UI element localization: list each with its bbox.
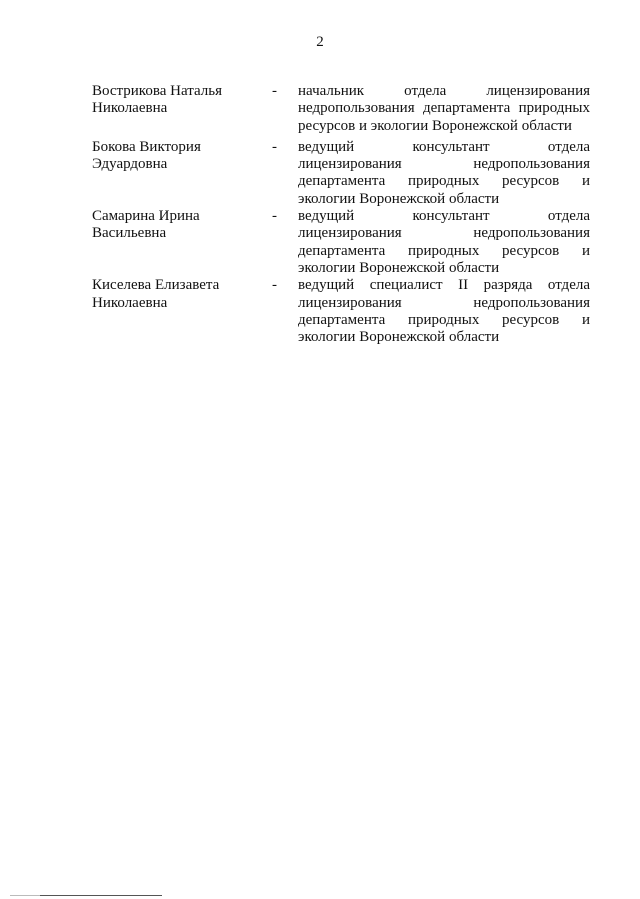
list-item bbox=[92, 208, 590, 277]
member-name-line: Вострикова Наталья bbox=[92, 83, 222, 99]
list-item bbox=[92, 277, 590, 346]
footer-divider-faint bbox=[10, 895, 40, 896]
member-position bbox=[298, 139, 590, 208]
member-name bbox=[92, 277, 272, 312]
member-position-line: экологии Воронежской области bbox=[298, 259, 500, 276]
list-item bbox=[92, 83, 590, 135]
member-position bbox=[298, 208, 590, 277]
member-position-line: экологии Воронежской области bbox=[298, 329, 500, 346]
member-position-line: ведущий специалист II разряда отдела bbox=[298, 277, 590, 294]
member-name bbox=[92, 208, 272, 243]
list-item bbox=[92, 139, 590, 208]
member-position-line: ведущий консультант отдела bbox=[298, 138, 590, 155]
member-name-line: Эдуардовна bbox=[92, 156, 168, 173]
member-position bbox=[298, 83, 590, 135]
member-name-line: Николаевна bbox=[92, 294, 168, 311]
member-dash: - bbox=[272, 208, 277, 225]
member-name-line: Васильевна bbox=[92, 225, 167, 242]
member-name-line: Николаевна bbox=[92, 100, 168, 117]
member-position-line: ведущий консультант отдела bbox=[298, 208, 590, 225]
member-position-line: недропользования департамента природных bbox=[298, 100, 590, 117]
member-name bbox=[92, 83, 272, 118]
member-position-line: лицензирования недропользования bbox=[298, 294, 590, 311]
member-dash: - bbox=[272, 83, 277, 99]
member-dash: - bbox=[272, 277, 277, 294]
member-position-line: лицензирования недропользования bbox=[298, 156, 590, 173]
member-name-line: Бокова Виктория bbox=[92, 138, 201, 155]
member-position-line: ресурсов и экологии Воронежской области bbox=[298, 117, 572, 134]
footer-divider bbox=[40, 895, 162, 896]
member-name-line: Киселева Елизавета bbox=[92, 277, 220, 294]
member-position-line: департамента природных ресурсов и bbox=[298, 242, 590, 259]
member-dash: - bbox=[272, 138, 277, 155]
member-position-line: департамента природных ресурсов и bbox=[298, 173, 590, 190]
member-name-line: Самарина Ирина bbox=[92, 208, 200, 225]
member-list bbox=[92, 83, 590, 346]
member-position-line: начальник отдела лицензирования bbox=[298, 83, 590, 99]
member-position bbox=[298, 277, 590, 346]
member-name bbox=[92, 139, 272, 174]
member-position-line: лицензирования недропользования bbox=[298, 225, 590, 242]
member-position-line: экологии Воронежской области bbox=[298, 190, 500, 207]
member-position-line: департамента природных ресурсов и bbox=[298, 311, 590, 328]
page-number: 2 bbox=[316, 34, 324, 50]
